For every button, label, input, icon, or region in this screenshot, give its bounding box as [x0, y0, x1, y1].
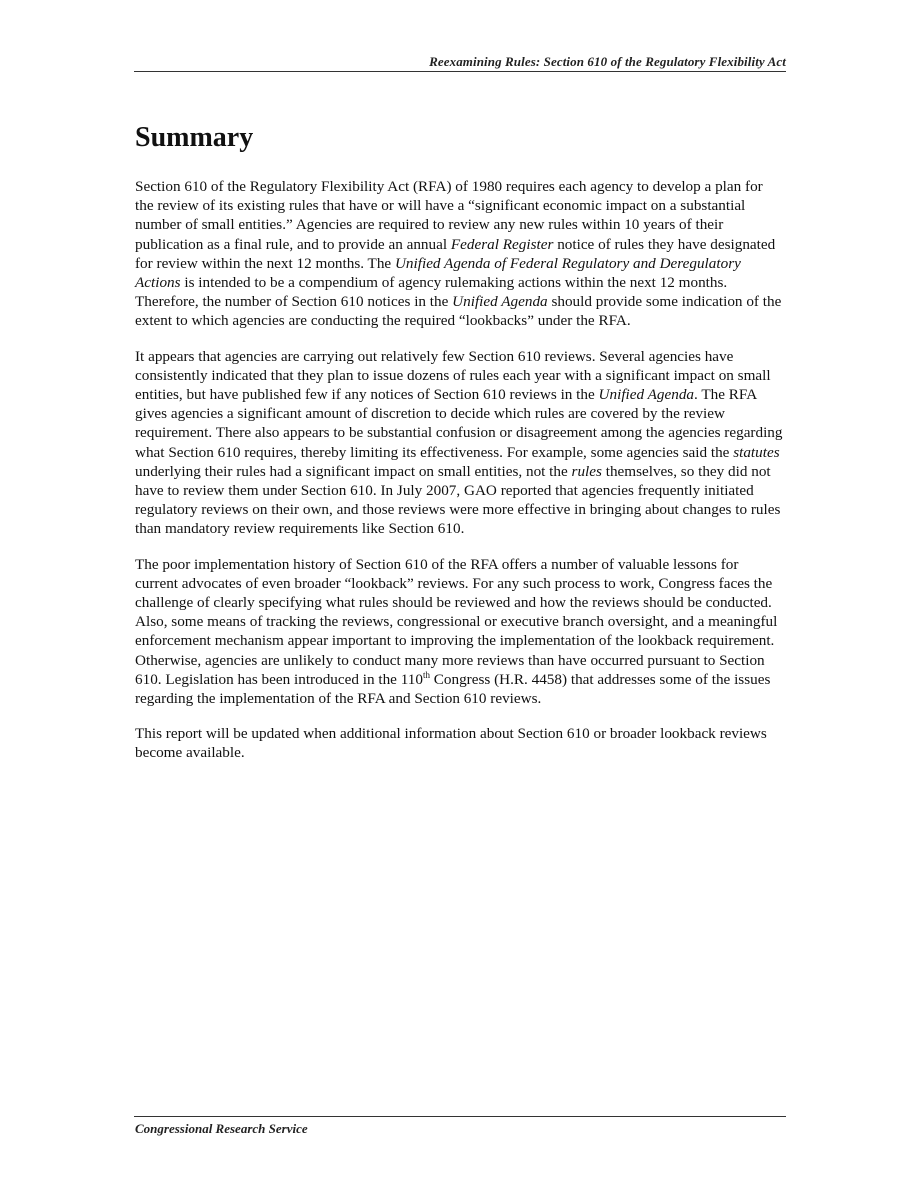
- page-title: Summary: [135, 122, 254, 153]
- header-rule: [134, 71, 786, 72]
- superscript: th: [422, 669, 430, 680]
- italic-run: rules: [571, 462, 602, 480]
- text-run: It appears that agencies are carrying out relatively few Section 610 reviews. Several agencies have consistently indicated that they plan to issue dozens of rules each year with a significant impact on small entities, but have published few if any notices of Section 610 reviews in the: [135, 347, 771, 404]
- summary-body: [135, 177, 785, 779]
- paragraph-4: [135, 724, 785, 762]
- paragraph-3: [135, 555, 785, 709]
- paragraph-2: [135, 347, 785, 539]
- running-footer: Congressional Research Service: [135, 1121, 308, 1136]
- paragraph-1: [135, 177, 785, 331]
- text-run: . The RFA gives agencies a significant amount of discretion to decide which rules are covered by the review requirement. There also appears to be substantial confusion or disagreement among the agencies regarding what Section 610 requires, thereby limiting its effectiveness. For example, some agencies said the: [135, 386, 783, 461]
- text-run: is intended to be a compendium of agency rulemaking actions within the next 12 months. Therefore, the number of Section 610 notices in the: [135, 274, 728, 311]
- text-run: themselves, so they did not have to review them under Section 610. In July 2007, GAO reported that agencies frequently initiated regulatory reviews on their own, and those reviews were more effective in bringing about changes to rules than mandatory review requirements like Section 610.: [135, 462, 781, 538]
- footer-rule: [134, 1116, 786, 1117]
- italic-run: statutes: [733, 443, 780, 461]
- text-run: This report will be updated when additional information about Section 610 or broader lookback reviews become available.: [135, 725, 767, 762]
- italic-run: Unified Agenda: [598, 386, 695, 404]
- italic-run: Federal Register: [450, 235, 554, 253]
- text-run: The poor implementation history of Section 610 of the RFA offers a number of valuable lessons for current advocates of even broader “lookback” reviews. For any such process to work, Congress faces the challenge of clearly specifying what rules should be reviewed and how the reviews should be conducted. Also, some means of tracking the reviews, congressional or executive branch oversight, and a meaningful enforcement mechanism appear important to improving the implementation of the lookback requirement. Otherwise, agencies are unlikely to conduct many more reviews than have occurred pursuant to Section 610. Legislation has been introduced in the 110: [135, 555, 778, 688]
- text-run: Congress (H.R. 4458) that addresses some of the issues regarding the implementation of the RFA and Section 610 reviews.: [135, 670, 771, 708]
- text-run: notice of rules they have designated for review within the next 12 months. The: [135, 235, 776, 272]
- text-run: Section 610 of the Regulatory Flexibility Act (RFA) of 1980 requires each agency to develop a plan for the review of its existing rules that have or will have a “significant economic impact on a substantial number of small entities.” Agencies are required to review any new rules within 10 years of their publication as a final rule, and to provide an annual: [135, 178, 763, 253]
- text-run: underlying their rules had a significant impact on small entities, not the: [135, 462, 572, 480]
- italic-run: Unified Agenda: [452, 293, 548, 311]
- italic-run: Unified Agenda of Federal Regulatory and Deregulatory Actions: [135, 254, 741, 292]
- text-run: should provide some indication of the extent to which agencies are conducting the required “lookbacks” under the RFA.: [135, 293, 782, 330]
- running-header: Reexamining Rules: Section 610 of the Regulatory Flexibility Act: [429, 54, 786, 69]
